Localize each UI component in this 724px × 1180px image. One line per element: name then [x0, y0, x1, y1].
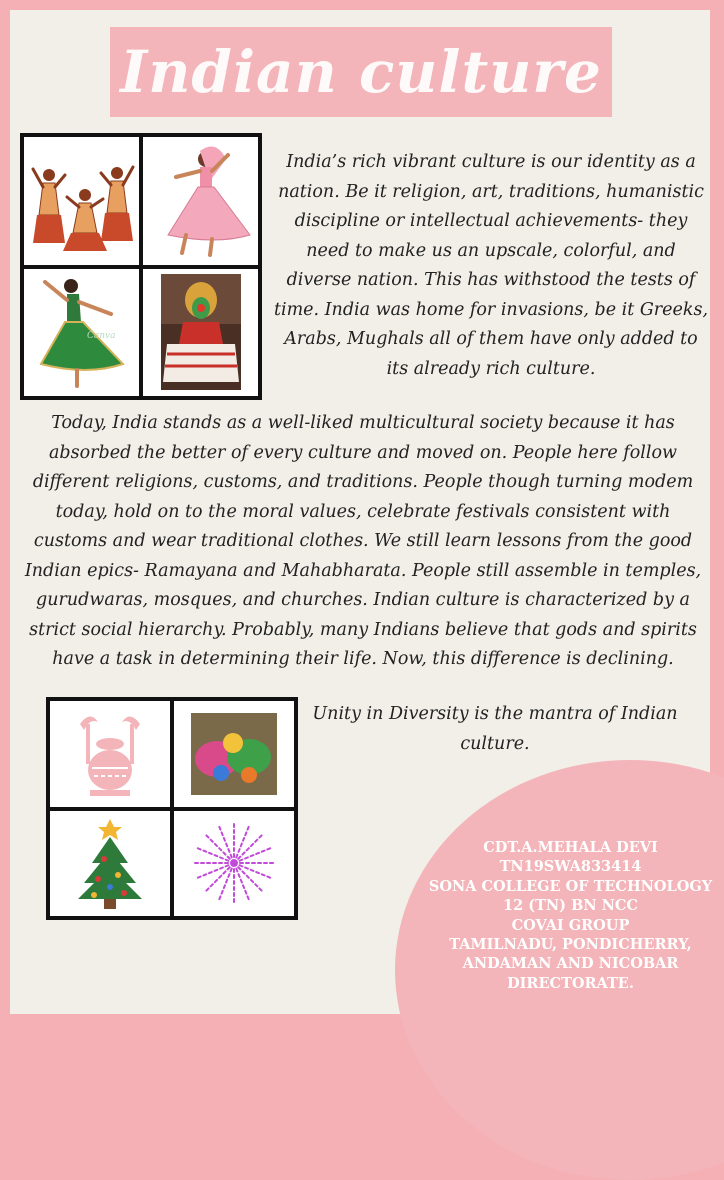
closing-paragraph: Unity in Diversity is the mantra of Indian culture.: [312, 704, 678, 754]
page-title: Indian culture: [120, 38, 602, 106]
firework-icon: [174, 811, 294, 917]
credit-line: TAMILNADU, PONDICHERRY,: [449, 936, 692, 954]
pink-dress-dancer-illustration: [143, 137, 258, 265]
credit-line: ANDAMAN AND NICOBAR: [462, 955, 679, 973]
intro-paragraph: India’s rich vibrant culture is our identity as a nation. Be it religion, art, traditions, humanistic discipline or intellectual achievements- they need to make us an upscale, colorful, and diverse nation. This has withstood the tests of time. India was home for invasions, be it Greeks, Arabs, Mughals all of them have only added to its already rich culture.: [273, 152, 709, 379]
kathakali-performer-photo: [143, 269, 258, 397]
group-dancers-illustration: [24, 137, 139, 265]
author-credit: [418, 838, 723, 993]
credit-line: COVAI GROUP: [511, 916, 630, 934]
credit-line: CDT.A.MEHALA DEVI: [483, 839, 658, 856]
credit-line: 12 (TN) BN NCC: [503, 897, 638, 915]
credit-line: SONA COLLEGE OF TECHNOLOGY: [428, 877, 713, 895]
dance-image-grid: [20, 133, 262, 400]
credit-line: TN19SWA833414: [499, 858, 642, 876]
watermark-text: Canva: [86, 331, 115, 342]
christmas-tree-icon: [50, 811, 170, 917]
pongal-pot-icon: [50, 701, 170, 807]
festival-image-grid: [46, 697, 298, 920]
body-paragraph: Today, India stands as a well-liked multicultural society because it has absorbed the better of every culture and moved on. People here follow different religions, customs, and traditions. People though turning modem today, hold on to the moral values, celebrate festivals consistent with customs and wear traditional clothes. We still learn lessons from the good Indian epics- Ramayana and Mahabharata. People still assemble in temples, gurudwaras, mosques, and churches. Indian culture is characterized by a strict social hierarchy. Probably, many Indians believe that gods and spirits have a task in determining their life. Now, this difference is declining.: [24, 413, 702, 669]
green-dress-dancer-illustration: [24, 269, 139, 397]
title-banner: [110, 27, 612, 117]
credit-line: DIRECTORATE.: [507, 974, 634, 992]
holi-colours-photo: [174, 701, 294, 807]
